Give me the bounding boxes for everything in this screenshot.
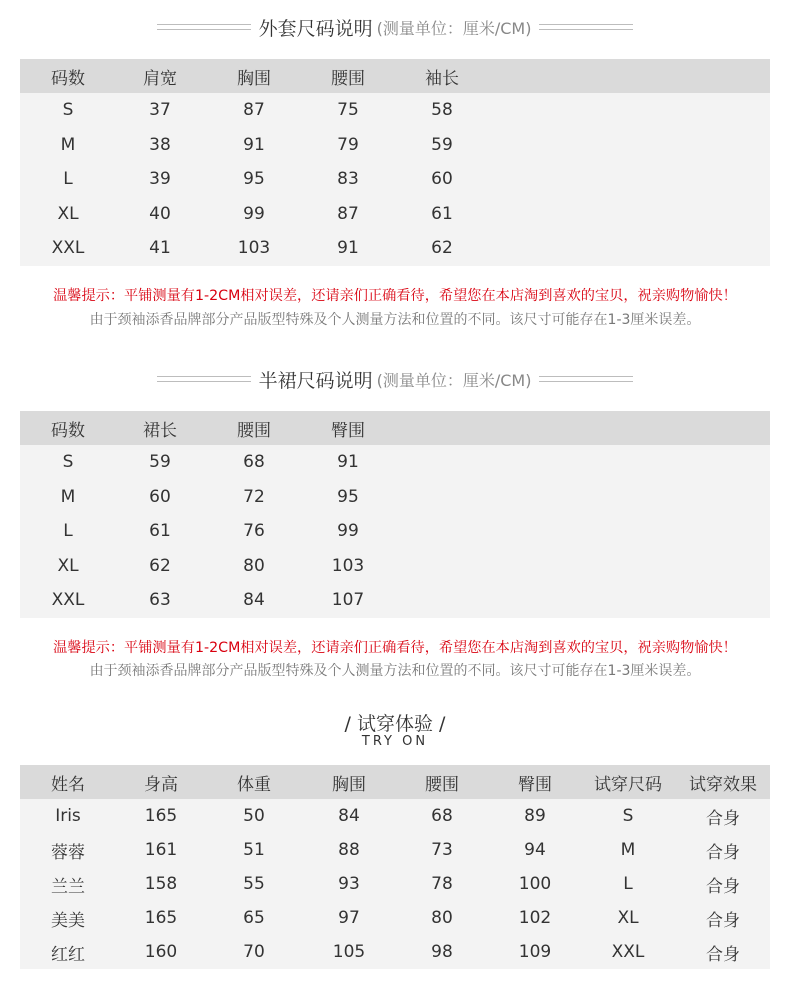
table-cell: 63 <box>149 590 171 611</box>
table-cell: 68 <box>243 452 265 473</box>
table-cell: 95 <box>243 169 265 190</box>
table-cell: 79 <box>337 134 359 155</box>
table-cell: 76 <box>243 521 265 542</box>
table-row <box>20 935 770 969</box>
table-cell: S <box>62 100 74 121</box>
title-rule-left <box>157 376 251 382</box>
table-header-cell: 裙长 <box>143 420 177 441</box>
coat-title: 外套尺码说明 <box>258 17 373 40</box>
skirt-size-table <box>20 411 770 618</box>
tryon-table <box>20 765 770 969</box>
table-row <box>20 867 770 901</box>
table-header-cell: 腰围 <box>331 68 365 89</box>
title-rule-right <box>539 24 633 30</box>
coat-unit: (测量单位：厘米/CM) <box>376 18 532 38</box>
table-cell: 103 <box>237 238 271 259</box>
table-row <box>20 549 770 584</box>
table-row <box>20 197 770 232</box>
table-header-cell: 袖长 <box>425 68 459 89</box>
table-row <box>20 901 770 935</box>
table-cell: 100 <box>518 874 552 894</box>
table-cell: 83 <box>337 169 359 190</box>
table-cell: 94 <box>524 840 546 860</box>
table-header-row <box>20 411 770 445</box>
table-cell: XL <box>617 908 639 928</box>
table-cell: M <box>620 840 636 860</box>
table-cell: 97 <box>338 908 360 928</box>
table-cell: 59 <box>149 452 171 473</box>
table-cell: XXL <box>51 590 85 611</box>
table-cell: 50 <box>243 806 265 826</box>
table-header-row <box>20 765 770 799</box>
table-cell: 68 <box>431 806 453 826</box>
table-header-cell: 胸围 <box>237 68 271 89</box>
table-cell: 65 <box>243 908 265 928</box>
table-row <box>20 514 770 549</box>
table-cell: 38 <box>149 134 171 155</box>
table-cell: 39 <box>149 169 171 190</box>
table-cell: 41 <box>149 238 171 259</box>
table-cell: 合身 <box>706 808 740 829</box>
table-cell: 80 <box>243 555 265 576</box>
table-cell: 73 <box>431 840 453 860</box>
table-cell: 88 <box>338 840 360 860</box>
table-header-cell: 姓名 <box>51 774 85 795</box>
table-cell: 105 <box>332 942 366 962</box>
table-cell: 102 <box>518 908 552 928</box>
skirt-note-gray: 由于颈袖添香品牌部分产品版型特殊及个人测量方法和位置的不同。该尺寸可能存在1-3厘米误差。 <box>89 663 701 679</box>
table-header-row <box>20 59 770 93</box>
table-cell: S <box>62 452 74 473</box>
table-cell: 91 <box>243 134 265 155</box>
table-header-cell: 身高 <box>144 774 178 795</box>
coat-note-gray: 由于颈袖添香品牌部分产品版型特殊及个人测量方法和位置的不同。该尺寸可能存在1-3厘米误差。 <box>89 312 701 328</box>
table-cell: 58 <box>431 100 453 121</box>
table-row <box>20 162 770 197</box>
table-cell: 161 <box>144 840 178 860</box>
table-cell: 62 <box>149 555 171 576</box>
table-header-cell: 肩宽 <box>143 68 177 89</box>
table-cell: 合身 <box>706 944 740 965</box>
table-cell: 75 <box>337 100 359 121</box>
table-cell: 91 <box>337 452 359 473</box>
table-cell: 62 <box>431 238 453 259</box>
skirt-note-red: 温馨提示：平铺测量有1-2CM相对误差，还请亲们正确看待，希望您在本店淘到喜欢的宝贝，祝亲购物愉快！ <box>53 640 737 656</box>
table-cell: 78 <box>431 874 453 894</box>
table-cell: 165 <box>144 806 178 826</box>
table-header-cell: 腰围 <box>237 420 271 441</box>
table-cell: XXL <box>611 942 645 962</box>
table-cell: 80 <box>431 908 453 928</box>
table-row <box>20 93 770 128</box>
table-row <box>20 583 770 618</box>
table-header-cell: 腰围 <box>425 774 459 795</box>
table-cell: 87 <box>243 100 265 121</box>
table-cell: L <box>63 169 73 190</box>
table-cell: 60 <box>149 486 171 507</box>
tryon-section-title <box>0 709 790 749</box>
table-cell: 70 <box>243 942 265 962</box>
table-cell: XXL <box>51 238 85 259</box>
table-cell: Iris <box>55 806 81 826</box>
table-cell: 合身 <box>706 842 740 863</box>
table-cell: XL <box>57 203 79 224</box>
coat-section-title <box>0 12 790 42</box>
table-cell: 61 <box>149 521 171 542</box>
coat-note-red: 温馨提示：平铺测量有1-2CM相对误差，还请亲们正确看待，希望您在本店淘到喜欢的宝贝，祝亲购物愉快！ <box>53 288 737 304</box>
table-cell: 37 <box>149 100 171 121</box>
table-cell: 99 <box>243 203 265 224</box>
table-header-cell: 胸围 <box>332 774 366 795</box>
table-cell: 蓉蓉 <box>51 842 85 863</box>
table-cell: M <box>60 134 76 155</box>
table-cell: 60 <box>431 169 453 190</box>
table-cell: 59 <box>431 134 453 155</box>
title-rule-left <box>157 24 251 30</box>
table-row <box>20 799 770 833</box>
table-cell: 103 <box>331 555 365 576</box>
table-row <box>20 128 770 163</box>
table-row <box>20 231 770 266</box>
skirt-section-title <box>0 364 790 394</box>
table-cell: 合身 <box>706 910 740 931</box>
table-cell: 72 <box>243 486 265 507</box>
table-cell: 98 <box>431 942 453 962</box>
table-row <box>20 445 770 480</box>
table-cell: 165 <box>144 908 178 928</box>
table-cell: 160 <box>144 942 178 962</box>
table-cell: 84 <box>243 590 265 611</box>
coat-size-table <box>20 59 770 266</box>
table-cell: 91 <box>337 238 359 259</box>
table-cell: S <box>622 806 634 826</box>
table-cell: 93 <box>338 874 360 894</box>
table-header-cell: 码数 <box>51 420 85 441</box>
title-rule-right <box>539 376 633 382</box>
table-header-cell: 臀围 <box>518 774 552 795</box>
table-header-cell: 码数 <box>51 68 85 89</box>
table-cell: L <box>63 521 73 542</box>
tryon-title-cn: / 试穿体验 / <box>344 713 446 735</box>
table-cell: 107 <box>331 590 365 611</box>
table-cell: 51 <box>243 840 265 860</box>
table-cell: 109 <box>518 942 552 962</box>
table-cell: 158 <box>144 874 178 894</box>
table-header-cell: 体重 <box>237 774 271 795</box>
skirt-title: 半裙尺码说明 <box>258 369 373 392</box>
table-cell: 95 <box>337 486 359 507</box>
table-cell: 美美 <box>51 910 85 931</box>
table-cell: 84 <box>338 806 360 826</box>
table-cell: 红红 <box>51 944 85 965</box>
table-header-cell: 试穿尺码 <box>594 774 662 795</box>
table-cell: 99 <box>337 521 359 542</box>
table-cell: 61 <box>431 203 453 224</box>
table-cell: 兰兰 <box>51 876 85 897</box>
table-cell: 合身 <box>706 876 740 897</box>
table-cell: 40 <box>149 203 171 224</box>
table-cell: L <box>623 874 633 894</box>
table-cell: 89 <box>524 806 546 826</box>
table-row <box>20 833 770 867</box>
table-cell: M <box>60 486 76 507</box>
table-header-cell: 试穿效果 <box>689 774 757 795</box>
table-header-cell: 臀围 <box>331 420 365 441</box>
table-row <box>20 480 770 515</box>
tryon-title-en: TRY ON <box>361 734 429 749</box>
table-cell: 87 <box>337 203 359 224</box>
table-cell: 55 <box>243 874 265 894</box>
skirt-unit: (测量单位：厘米/CM) <box>376 370 532 390</box>
table-cell: XL <box>57 555 79 576</box>
